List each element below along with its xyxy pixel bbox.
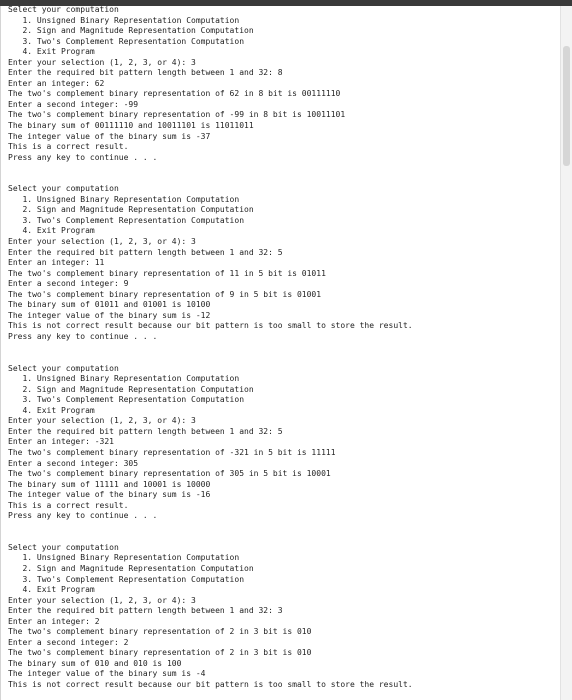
- console-line: Enter the required bit pattern length between 1 and 32: 3: [8, 606, 283, 616]
- console-line: 3. Two's Complement Representation Computation: [8, 215, 245, 225]
- console-line: The two's complement binary representation of -321 in 5 bit is 11111: [8, 447, 336, 457]
- console-line: 4. Exit Program: [8, 405, 95, 415]
- console-line: This is not correct result because our bit pattern is too small to store the result.: [8, 321, 413, 331]
- console-line: 2. Sign and Magnitude Representation Computation: [8, 26, 254, 36]
- console-line: The two's complement binary representation of 9 in 5 bit is 01001: [8, 289, 322, 299]
- console-line: 3. Two's Complement Representation Computation: [8, 574, 245, 584]
- console-line: Enter an integer: -321: [8, 437, 114, 447]
- console-line: The binary sum of 01011 and 01001 is 10100: [8, 300, 211, 310]
- scrollbar-thumb[interactable]: [563, 46, 570, 166]
- console-line: The two's complement binary representation of 2 in 3 bit is 010: [8, 648, 312, 658]
- console-line: Press any key to continue . . .: [8, 331, 158, 341]
- console-line: Enter a second integer: 9: [8, 279, 129, 289]
- console-line: Enter an integer: 11: [8, 258, 105, 268]
- console-line: 4. Exit Program: [8, 47, 95, 57]
- console-line: The two's complement binary representation of 62 in 8 bit is 00111110: [8, 89, 341, 99]
- console-line: The two's complement binary representation of 305 in 5 bit is 10001: [8, 469, 331, 479]
- console-line: Enter a second integer: -99: [8, 99, 139, 109]
- console-line: [8, 522, 413, 533]
- console-line: The integer value of the binary sum is -16: [8, 490, 211, 500]
- vertical-scrollbar[interactable]: [560, 6, 572, 700]
- console-line: The two's complement binary representation of 11 in 5 bit is 01011: [8, 268, 326, 278]
- console-line: 2. Sign and Magnitude Representation Computation: [8, 205, 254, 215]
- console-line: 3. Two's Complement Representation Computation: [8, 36, 245, 46]
- console-line: 4. Exit Program: [8, 585, 95, 595]
- console-line: Enter your selection (1, 2, 3, or 4): 3: [8, 416, 196, 426]
- console-line: 3. Two's Complement Representation Computation: [8, 395, 245, 405]
- console-line: Enter the required bit pattern length between 1 and 32: 8: [8, 68, 283, 78]
- console-line: 1. Unsigned Binary Representation Computation: [8, 374, 240, 384]
- console-line: The binary sum of 00111110 and 10011101 is 11011011: [8, 121, 254, 131]
- console-line: 1. Unsigned Binary Representation Computation: [8, 553, 240, 563]
- console-line: Select your computation: [8, 184, 119, 194]
- console-line: [8, 343, 413, 354]
- console-line: 1. Unsigned Binary Representation Computation: [8, 15, 240, 25]
- console-line: Enter your selection (1, 2, 3, or 4): 3: [8, 595, 196, 605]
- console-line: Enter the required bit pattern length between 1 and 32: 5: [8, 426, 283, 436]
- console-line: This is a correct result.: [8, 142, 129, 152]
- console-line: The integer value of the binary sum is -12: [8, 310, 211, 320]
- console-line: Enter your selection (1, 2, 3, or 4): 3: [8, 237, 196, 247]
- console-line: The binary sum of 010 and 010 is 100: [8, 658, 182, 668]
- console-line: The integer value of the binary sum is -4: [8, 669, 206, 679]
- console-line: Enter your selection (1, 2, 3, or 4): 3: [8, 57, 196, 67]
- console-line: [8, 532, 413, 543]
- console-line: Select your computation: [8, 363, 119, 373]
- console-text: [8, 6, 413, 691]
- console-line: This is a correct result.: [8, 500, 129, 510]
- console-line: The two's complement binary representation of 2 in 3 bit is 010: [8, 627, 312, 637]
- console-line: 2. Sign and Magnitude Representation Computation: [8, 563, 254, 573]
- console-line: Enter a second integer: 2: [8, 637, 129, 647]
- console-line: [8, 174, 413, 185]
- console-line: Enter an integer: 2: [8, 616, 100, 626]
- console-line: Select your computation: [8, 542, 119, 552]
- console-line: [8, 353, 413, 364]
- console-line: [8, 163, 413, 174]
- console-line: Press any key to continue . . .: [8, 152, 158, 162]
- console-line: 2. Sign and Magnitude Representation Computation: [8, 384, 254, 394]
- console-line: The integer value of the binary sum is -37: [8, 131, 211, 141]
- console-line: This is not correct result because our bit pattern is too small to store the result.: [8, 680, 413, 689]
- console-line: 1. Unsigned Binary Representation Computation: [8, 194, 240, 204]
- console-line: 4. Exit Program: [8, 226, 95, 236]
- console-line: Press any key to continue . . .: [8, 511, 158, 521]
- console-line: Enter an integer: 62: [8, 78, 105, 88]
- console-line: Enter the required bit pattern length between 1 and 32: 5: [8, 247, 283, 257]
- console-line: Select your computation: [8, 6, 119, 14]
- console-line: Enter a second integer: 305: [8, 458, 139, 468]
- console-line: The two's complement binary representation of -99 in 8 bit is 10011101: [8, 110, 346, 120]
- console-line: The binary sum of 11111 and 10001 is 10000: [8, 479, 211, 489]
- console-output-area[interactable]: [0, 6, 562, 700]
